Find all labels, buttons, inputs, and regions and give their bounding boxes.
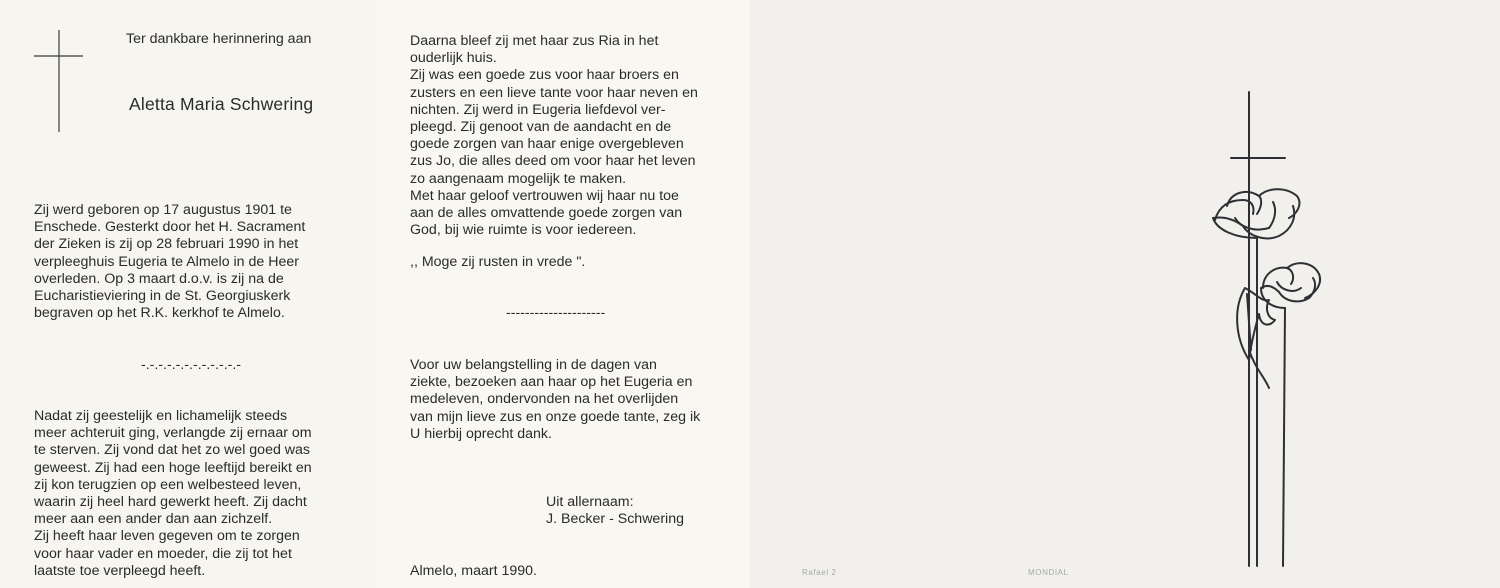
signature-label: Uit allernaam: (546, 494, 634, 510)
printer-imprint: Rafael 2 (802, 568, 837, 577)
card-panel-middle (375, 0, 750, 588)
life-paragraph: Nadat zij geestelijk en lichamelijk steeds meer achteruit ging, verlangde zij ernaar om te sterven. Zij vond dat het zo wel goed was geweest. Zij had een hoge leeftijd bereikt en zij kon terugzien op een welbesteed leven, waarin zij heel hard gewerkt heeft. Zij dacht meer aan een ander dan aan zichzelf. Zij heeft haar leven gegeven om te zorgen voor haar vader en moeder, die zij tot het laatste toe verpleegd heeft. (34, 408, 312, 579)
cross-icon (28, 26, 88, 136)
remembrance-paragraph: Daarna bleef zij met haar zus Ria in het ouderlijk huis. Zij was een goede zus voor haar broers en zusters en een lieve tante voor haar neven en nichten. Zij werd in Eugeria liefdevol ver- pleegd. Zij genoot van de aandacht en de goede zorgen van haar enige overgebleven zus Jo, die alles deed om voor haar het leven zo aangenaam mogelijk te maken. Met haar geloof vertrouwen wij haar nu toe aan de alles omvattende goede zorgen van God, bij wie ruimte is voor iedereen. (410, 33, 698, 239)
dedication-heading: Ter dankbare herinnering aan (126, 31, 312, 47)
publisher-imprint: MONDIAL (1028, 568, 1069, 577)
cross-with-roses-icon (1205, 88, 1345, 578)
section-divider: -.-.-.-.-.-.-.-.-.-.-.- (140, 357, 242, 373)
section-divider: --------------------- (506, 305, 606, 321)
signature-name: J. Becker - Schwering (546, 511, 684, 527)
rest-in-peace-quote: ,, Moge zij rusten in vrede ". (410, 254, 586, 270)
birth-death-paragraph: Zij werd geboren op 17 augustus 1901 te Enschede. Gesterkt door het H. Sacrament der Zieken is zij op 28 februari 1990 in het verpleeghuis Eugeria te Almelo in de Heer overleden. Op 3 maart d.o.v. is zij na de Eucharistieviering in de St. Georgiuskerk begraven op het R.K. kerkhof te Almelo. (34, 202, 306, 322)
thanks-paragraph: Voor uw belangstelling in de dagen van ziekte, bezoeken aan haar op het Eugeria en medeleven, ondervonden na het overlijden van mijn lieve zus en onze goede tante, zeg ik U hierbij oprecht dank. (410, 357, 701, 442)
deceased-name: Aletta Maria Schwering (129, 94, 314, 114)
card-panel-left (0, 0, 375, 588)
card-front-cover (750, 0, 1500, 588)
place-date: Almelo, maart 1990. (410, 563, 537, 579)
